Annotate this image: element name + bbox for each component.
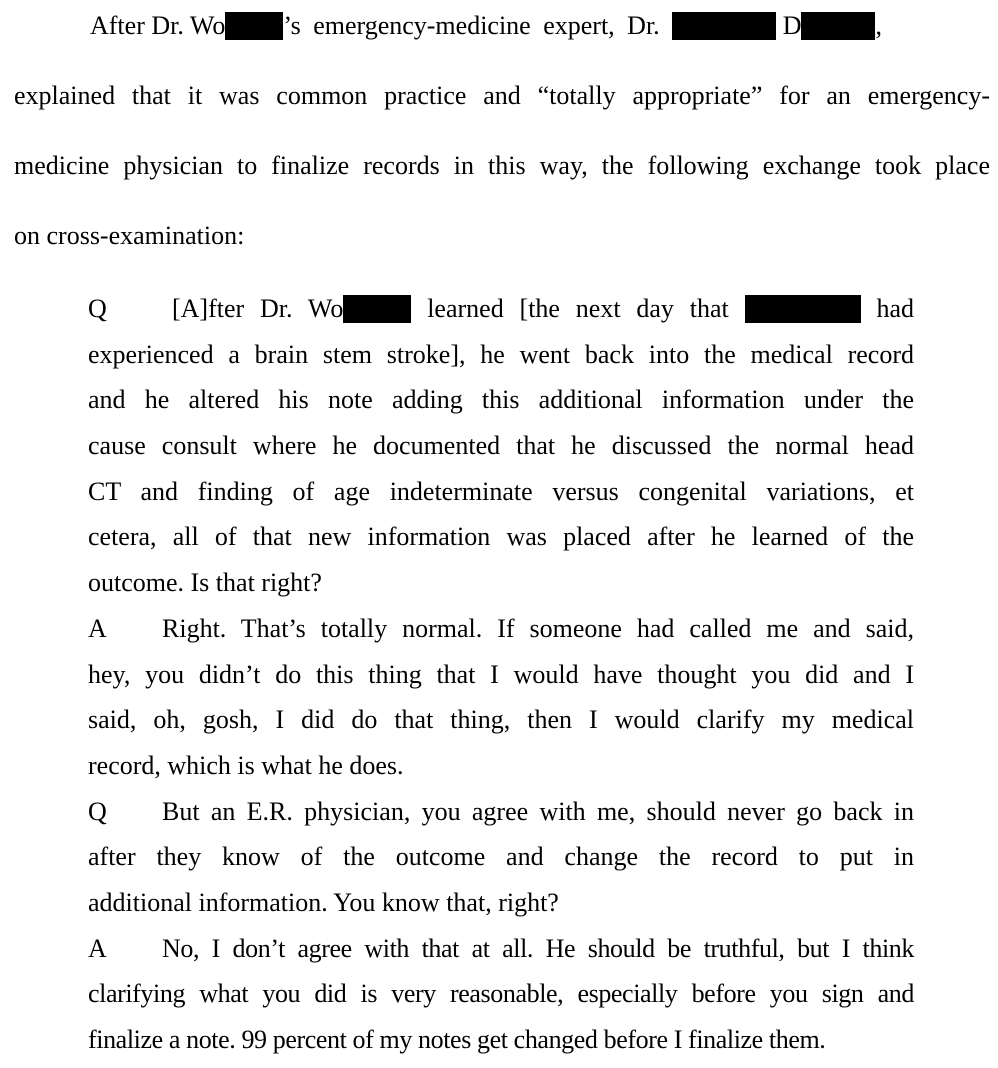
testimony-text: But an E.R. physician, you agree with me, should never go back in	[162, 796, 914, 826]
intro-text: ’s emergency-medicine expert, Dr.	[283, 11, 660, 40]
testimony-text: Right. That’s totally normal. If someone had called me and said,	[162, 613, 914, 643]
intro-line-3: medicine physician to finalize records in this way, the following exchange took place	[14, 151, 990, 180]
testimony-text: learned [the next day that	[427, 294, 729, 323]
testimony-line: CT and finding of age indeterminate versus congenital variations, et	[88, 476, 914, 506]
a-marker: A	[88, 933, 107, 963]
redaction-bar	[801, 12, 875, 40]
testimony-line: cause consult where he documented that he discussed the normal head	[88, 431, 914, 461]
a-marker: A	[88, 613, 107, 643]
q-marker: Q	[88, 294, 107, 323]
intro-text: After Dr. Wo	[90, 11, 226, 40]
answer-2	[88, 926, 914, 1063]
testimony-line	[88, 286, 914, 332]
intro-text: ,	[875, 11, 882, 40]
intro-line-1	[14, 6, 990, 76]
testimony-line: after they know of the outcome and change the record to put in	[88, 842, 914, 872]
testimony-line: experienced a brain stem stroke], he went back into the medical record	[88, 339, 914, 369]
redaction-bar	[343, 295, 411, 323]
testimony-line	[88, 606, 914, 652]
q-marker: Q	[88, 796, 107, 826]
intro-line-4: on cross-examination:	[14, 221, 245, 250]
redaction-bar	[745, 295, 861, 323]
redaction-bar	[672, 12, 776, 40]
testimony-line	[88, 789, 914, 835]
intro-paragraph	[14, 6, 990, 286]
redaction-bar	[225, 12, 283, 40]
question-2	[88, 789, 914, 926]
testimony-line: cetera, all of that new information was placed after he learned of the	[88, 522, 914, 552]
testimony-text: No, I don’t agree with that at all. He should be truthful, but I think	[162, 933, 914, 963]
testimony-line: additional information. You know that, right?	[88, 887, 559, 917]
testimony-line: said, oh, gosh, I did do that thing, then I would clarify my medical	[88, 705, 914, 735]
testimony-line: record, which is what he does.	[88, 750, 404, 780]
testimony-block-quote	[88, 286, 914, 1063]
testimony-text: [A]fter Dr. Wo	[172, 294, 344, 323]
intro-line-2: explained that it was common practice and “totally appropriate” for an emergency-	[14, 81, 990, 110]
testimony-line	[88, 926, 914, 972]
intro-text: D	[782, 11, 802, 40]
answer-1	[88, 606, 914, 789]
testimony-text: had	[876, 294, 914, 323]
testimony-line: hey, you didn’t do this thing that I would have thought you did and I	[88, 659, 914, 689]
testimony-line: and he altered his note adding this additional information under the	[88, 385, 914, 415]
testimony-line: clarifying what you did is very reasonable, especially before you sign and	[88, 979, 914, 1009]
testimony-line: finalize a note. 99 percent of my notes get changed before I finalize them.	[88, 1025, 826, 1054]
question-1	[88, 286, 914, 606]
testimony-line: outcome. Is that right?	[88, 568, 322, 598]
